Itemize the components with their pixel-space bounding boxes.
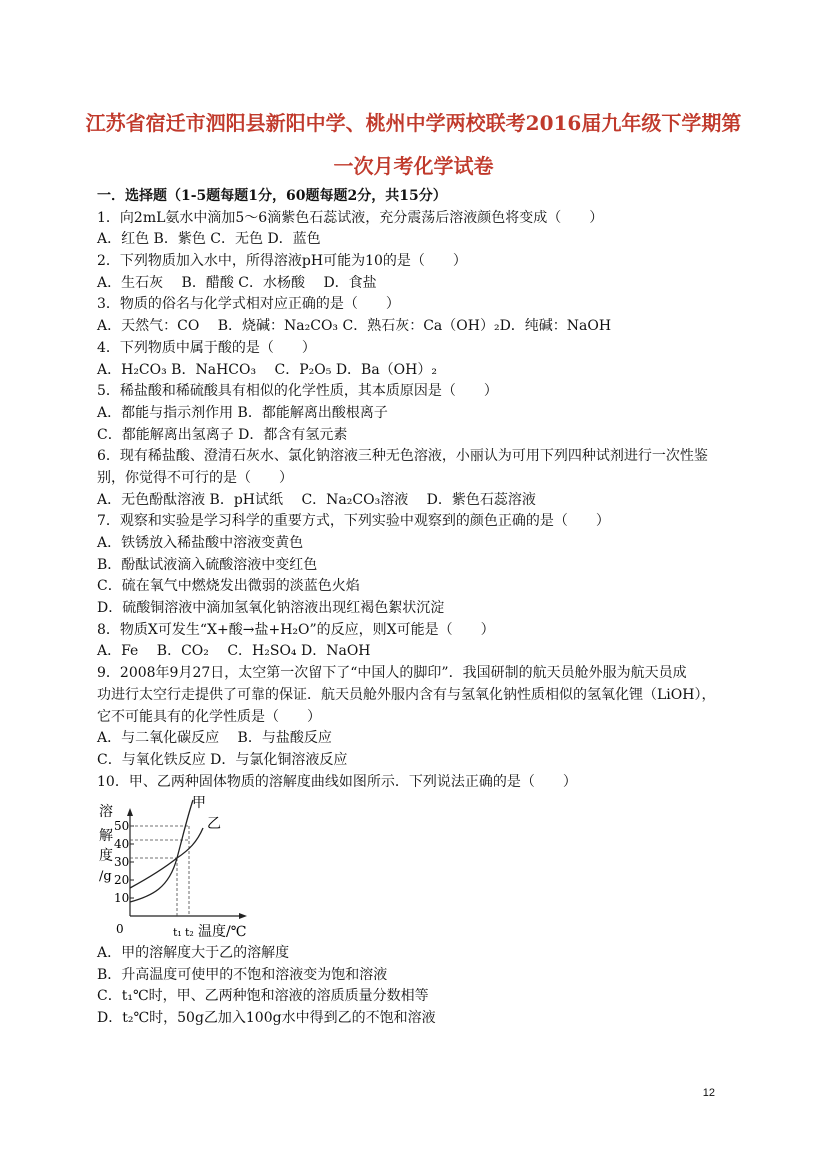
question-6: 6．现有稀盐酸、澄清石灰水、氯化钠溶液三种无色溶液，小丽认为可用下列四种试剂进行一次性鉴: [97, 448, 708, 465]
tick-label-50: 50: [114, 819, 130, 833]
question-3: 3．物质的俗名与化学式相对应正确的是（ ）: [97, 296, 400, 313]
y-label-1: 溶: [99, 804, 113, 820]
question-7-option-d: D．硫酸铜溶液中滴加氢氧化钠溶液出现红褐色絮状沉淀: [97, 600, 445, 617]
solubility-curve-svg: [97, 796, 257, 942]
question-10-option-a: A．甲的溶解度大于乙的溶解度: [97, 945, 290, 961]
question-7-option-a: A．铁锈放入稀盐酸中溶液变黄色: [97, 535, 304, 551]
question-10-option-c: C．t₁℃时，甲、乙两种饱和溶液的溶质质量分数相等: [97, 988, 429, 1005]
question-5-option-cd: C．都能解离出氢离子 D．都含有氢元素: [97, 426, 348, 443]
question-1: 1．向2mL氨水中滴加5～6滴紫色石蕊试液，充分震荡后溶液颜色将变成（ ）: [97, 209, 604, 226]
question-6-options: A．无色酚酞溶液 B．pH试纸 C．Na₂CO₃溶液 D．紫色石蕊溶液: [97, 491, 536, 508]
question-5-option-ab: A．都能与指示剂作用 B．都能解离出酸根离子: [97, 404, 388, 421]
question-4-options: A．H₂CO₃ B．NaHCO₃ C．P₂O₅ D．Ba（OH）₂: [97, 361, 437, 378]
question-2: 2．下列物质加入水中，所得溶液pH可能为10的是（ ）: [97, 253, 467, 270]
y-label-2: 解: [99, 828, 113, 844]
question-6-cont: 别，你觉得不可行的是（ ）: [97, 469, 293, 486]
x-axis-label: 温度/℃: [198, 924, 247, 940]
question-10: 10．甲、乙两种固体物质的溶解度曲线如图所示．下列说法正确的是（ ）: [97, 773, 577, 790]
section-heading: 一．选择题（1-5题每题1分，60题每题2分，共15分）: [97, 188, 447, 204]
y-label-3: 度: [99, 848, 113, 864]
tick-label-20: 20: [114, 873, 130, 887]
question-8-options: A．Fe B．CO₂ C．H₂SO₄ D．NaOH: [97, 643, 371, 660]
t2-label: t₂: [185, 926, 194, 939]
y-axis-arrow: [127, 808, 133, 816]
question-10-option-b: B．升高温度可使甲的不饱和溶液变为饱和溶液: [97, 966, 388, 983]
curve-jia: [130, 800, 193, 902]
question-9-cont-1: 功进行太空行走提供了可靠的保证．航天员舱外服内含有与氢氧化钠性质相似的氢氧化锂（LiOH），: [97, 686, 716, 703]
origin-label: 0: [116, 922, 124, 936]
solubility-curve-figure: [97, 796, 257, 942]
tick-label-40: 40: [114, 837, 130, 851]
tick-label-30: 30: [114, 855, 130, 869]
label-jia: 甲: [192, 796, 206, 811]
question-7: 7．观察和实验是学习科学的重要方式，下列实验中观察到的颜色正确的是（ ）: [97, 513, 610, 530]
page-number: 12: [702, 1087, 715, 1099]
question-9-option-cd: C．与氧化铁反应 D．与氯化铜溶液反应: [97, 751, 348, 768]
question-10-option-d: D．t₂℃时，50g乙加入100g水中得到乙的不饱和溶液: [97, 1010, 436, 1027]
question-7-option-c: C．硫在氧气中燃烧发出微弱的淡蓝色火焰: [97, 578, 360, 595]
document-title-line-2: 一次月考化学试卷: [333, 154, 494, 178]
question-3-options: A．天然气：CO B．烧碱：Na₂CO₃ C．熟石灰：Ca（OH）₂D．纯碱：NaOH: [97, 318, 612, 335]
question-body: [97, 186, 737, 793]
document-title-line-1: 江苏省宿迁市泗阳县新阳中学、桃州中学两校联考2016届九年级下学期第: [85, 111, 742, 135]
question-8: 8．物质X可发生“X+酸→盐+H₂O”的反应，则X可能是（ ）: [97, 621, 495, 638]
question-4: 4．下列物质中属于酸的是（ ）: [97, 339, 316, 356]
question-5: 5．稀盐酸和稀硫酸具有相似的化学性质，其本质原因是（ ）: [97, 383, 498, 400]
question-7-option-b: B．酚酞试液滴入硫酸溶液中变红色: [97, 556, 318, 573]
question-10-options: [97, 943, 737, 1030]
x-axis-arrow: [239, 913, 247, 919]
question-1-options: A．红色 B．紫色 C．无色 D．蓝色: [97, 231, 321, 248]
question-9: 9．2008年9月27日，太空第一次留下了“中国人的脚印”．我国研制的航天员舱外服为航天员成: [97, 665, 687, 682]
y-label-4: /g: [99, 869, 112, 884]
question-2-options: A．生石灰 B．醋酸 C．水杨酸 D．食盐: [97, 274, 377, 291]
t1-label: t₁: [173, 926, 182, 939]
tick-label-10: 10: [114, 891, 130, 905]
question-9-option-ab: A．与二氧化碳反应 B．与盐酸反应: [97, 730, 332, 747]
label-yi: 乙: [207, 816, 221, 832]
question-9-cont-2: 它不可能具有的化学性质是（ ）: [97, 708, 321, 725]
